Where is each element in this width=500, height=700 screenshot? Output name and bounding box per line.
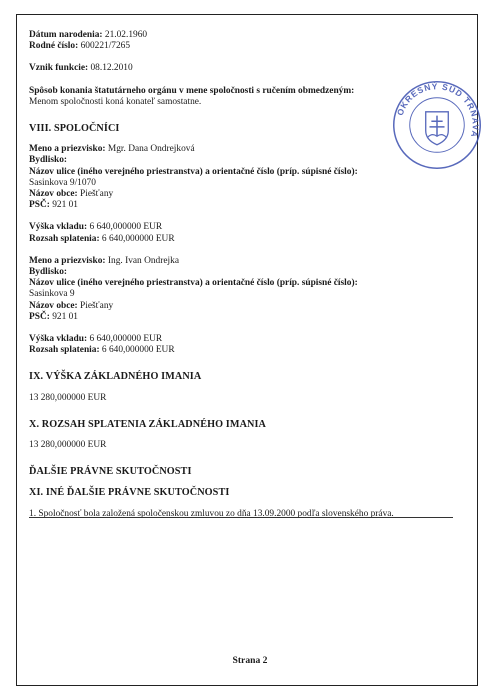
function-start-value: 08.12.2010 (90, 63, 133, 74)
partner-paid-value: 6 640,000000 EUR (101, 345, 175, 356)
court-stamp (390, 78, 484, 172)
section-other-legal-heading: ĎALŠIE PRÁVNE SKUTOČNOSTI (29, 466, 192, 478)
partner-street-label: Názov ulice (iného verejného priestranstva) a orientačné číslo (príp. súpisné číslo): (29, 166, 358, 177)
function-start-row (29, 63, 439, 74)
partner-zip-value: 921 01 (52, 311, 78, 322)
birth-date-label: Dátum narodenia: (29, 30, 103, 40)
partner-paid-label: Rozsah splatenia: (29, 233, 100, 244)
partner-name-label: Meno a priezvisko: (29, 144, 106, 155)
partner-name-value: Mgr. Dana Ondrejková (107, 144, 195, 155)
paid-capital-value: 13 280,000000 EUR (29, 440, 107, 451)
partner-street-value: Sasinkova 9/1070 (29, 177, 96, 188)
partner-deposit-label: Výška vkladu: (29, 222, 88, 233)
partner-town-label: Názov obce: (29, 189, 78, 200)
partner-town-label: Názov obce: (29, 300, 78, 311)
partner-block (29, 256, 439, 357)
document-body (29, 30, 439, 520)
section-partners-heading: VIII. SPOLOČNÍCI (29, 123, 120, 135)
partner-town-value: Piešťany (80, 189, 114, 200)
birth-number-value: 600221/7265 (80, 41, 131, 52)
stamp-text: OKRESNÝ SÚD TRNAVA (394, 81, 481, 139)
section-capital-heading: IX. VÝŠKA ZÁKLADNÉHO IMANIA (29, 371, 202, 383)
other-fact-1: 1. Spoločnosť bola založená spoločenskou zmluvou zo dňa 13.09.2000 podľa slovenského práva. (29, 508, 394, 519)
partner-zip-label: PSČ: (29, 311, 50, 322)
partner-street-label: Názov ulice (iného verejného priestranstva) a orientačné číslo (príp. súpisné číslo): (29, 278, 358, 289)
method-value: Menom spoločnosti koná konateľ samostatne. (29, 96, 202, 107)
coat-of-arms-icon (426, 112, 449, 145)
method-label (29, 86, 439, 97)
partner-residence-label: Bydlisko: (29, 155, 68, 166)
partner-town-value: Piešťany (80, 300, 114, 311)
partner-paid-value: 6 640,000000 EUR (101, 233, 175, 244)
partner-name-label: Meno a priezvisko: (29, 255, 106, 266)
partner-residence-label: Bydlisko: (29, 267, 68, 278)
partner-paid-label: Rozsah splatenia: (29, 345, 100, 356)
method-label-text: Spôsob konania štatutárneho orgánu v mene spoločnosti s ručením obmedzeným: (29, 85, 355, 96)
partner-zip-value: 921 01 (52, 200, 78, 211)
partner-block (29, 144, 439, 245)
birth-number-row (29, 41, 439, 52)
birth-date-row (29, 30, 439, 41)
page-number: Strana 2 (232, 655, 268, 666)
birth-date-value: 21.02.1960 (104, 30, 148, 40)
bottom-divider (29, 517, 453, 518)
partner-name-value: Ing. Ivan Ondrejka (107, 255, 179, 266)
partner-zip-label: PSČ: (29, 200, 50, 211)
birth-number-label: Rodné číslo: (29, 41, 79, 52)
function-start-label: Vznik funkcie: (29, 63, 89, 74)
partner-deposit-label: Výška vkladu: (29, 334, 88, 345)
section-paid-capital-heading: X. ROZSAH SPLATENIA ZÁKLADNÉHO IMANIA (29, 418, 267, 430)
partner-street-value: Sasinkova 9 (29, 289, 75, 300)
svg-text:OKRESNÝ SÚD TRNAVA (395, 80, 481, 139)
section-other-other-heading: XI. INÉ ĎALŠIE PRÁVNE SKUTOČNOSTI (29, 487, 230, 499)
partner-deposit-value: 6 640,000000 EUR (89, 222, 163, 233)
capital-value: 13 280,000000 EUR (29, 392, 107, 403)
partner-deposit-value: 6 640,000000 EUR (89, 334, 163, 345)
